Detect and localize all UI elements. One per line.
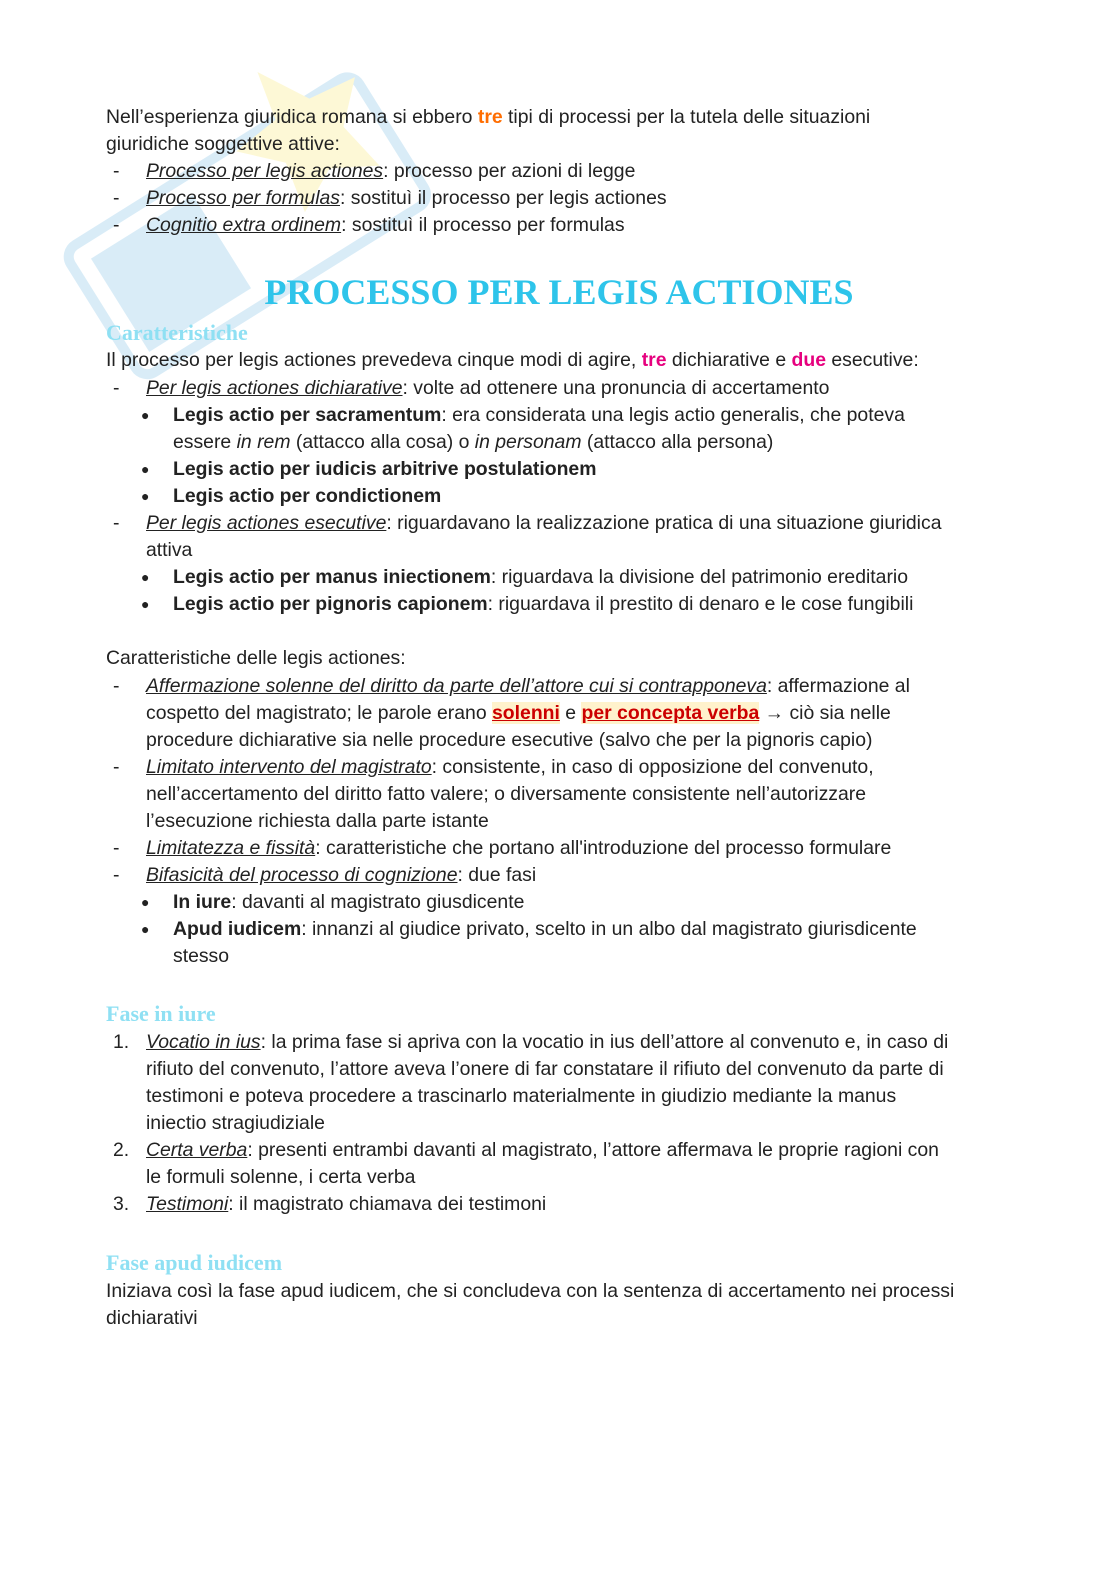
bullet-icon: ● — [141, 488, 150, 504]
apud-iudicem-item: Apud iudicem: innanzi al giudice privato, scelto in un albo dal magistrato giurisdicente — [173, 918, 917, 940]
in-iure-item: In iure: davanti al magistrato giusdicente — [173, 891, 525, 913]
certa-verba-item: Certa verba: presenti entrambi davanti al magistrato, l’attore affermava le proprie ragioni con — [146, 1139, 939, 1161]
vocatio-item: Vocatio in ius: la prima fase si apriva con la vocatio in ius dell’attore al convenuto e, in caso di — [146, 1031, 949, 1053]
affermazione-item: Affermazione solenne del diritto da parte dell’attore cui si contrapponeva: affermazione al — [146, 675, 910, 697]
sacramentum-item: Legis actio per sacramentum: era considerata una legis actio generalis, che poteva — [173, 404, 905, 426]
list-dash: - — [113, 675, 120, 697]
postulationem-item: Legis actio per iudicis arbitrive postulationem — [173, 458, 597, 480]
list-dash: - — [113, 756, 120, 778]
heading-caratteristiche: Caratteristiche — [106, 320, 248, 345]
condictionem-item: Legis actio per condictionem — [173, 485, 442, 507]
sacramentum-item-cont: essere in rem (attacco alla cosa) o in personam (attacco alla persona) — [173, 431, 774, 453]
pignoris-item: Legis actio per pignoris capionem: riguardava il prestito di denaro e le cose fungibili — [173, 593, 914, 615]
manus-item: Legis actio per manus iniectionem: riguardava la divisione del patrimonio ereditario — [173, 566, 909, 588]
intro-item-2: Processo per formulas: sostituì il processo per legis actiones — [146, 187, 667, 209]
heading-fase-in-iure: Fase in iure — [106, 1001, 216, 1026]
intro-item-3: Cognitio extra ordinem: sostituì il processo per formulas — [146, 214, 625, 236]
vocatio-item-cont: rifiuto del convenuto, l’attore aveva l’onere di far constatare il rifiuto del convenuto da parte di — [146, 1058, 944, 1080]
list-dash: - — [113, 837, 120, 859]
limitato-item: Limitato intervento del magistrato: consistente, in caso di opposizione del convenuto, — [146, 756, 874, 778]
fissita-item: Limitatezza e fissità: caratteristiche che portano all'introduzione del processo formulare — [146, 837, 892, 859]
apud-iudicem-item-cont: stesso — [173, 945, 230, 967]
list-dash: - — [113, 377, 120, 399]
list-number: 3. — [113, 1193, 130, 1215]
apud-paragraph-line-1: Iniziava così la fase apud iudicem, che si concludeva con la sentenza di accertamento nei processi — [106, 1280, 955, 1302]
list-dash: - — [113, 214, 120, 236]
list-dash: - — [113, 864, 120, 886]
vocatio-item-cont2: testimoni e poteva procedere a trascinarlo materialmente in giudizio mediante la manus — [146, 1085, 897, 1107]
affermazione-item-cont: cospetto del magistrato; le parole erano solenni e per concepta verba → ciò sia nelle — [146, 702, 891, 724]
list-dash: - — [113, 187, 120, 209]
bullet-icon: ● — [141, 461, 150, 477]
bullet-icon: ● — [141, 596, 150, 612]
intro-item-1: Processo per legis actiones: processo per azioni di legge — [146, 160, 636, 182]
esecutive-item: Per legis actiones esecutive: riguardavano la realizzazione pratica di una situazione giuridica — [146, 512, 942, 534]
heading-fase-apud-iudicem: Fase apud iudicem — [106, 1250, 283, 1275]
list-dash: - — [113, 512, 120, 534]
affermazione-item-cont2: procedure dichiarative sia nelle procedure esecutive (salvo che per la pignoris capio) — [146, 729, 873, 751]
bifasicita-item: Bifasicità del processo di cognizione: due fasi — [146, 864, 537, 886]
certa-verba-item-cont: le formuli solenne, i certa verba — [146, 1166, 416, 1188]
intro-line-1: Nell’esperienza giuridica romana si ebbero tre tipi di processi per la tutela delle situazioni — [106, 106, 871, 128]
list-number: 2. — [113, 1139, 130, 1161]
page-title: PROCESSO PER LEGIS ACTIONES — [264, 272, 854, 312]
bullet-icon: ● — [141, 894, 150, 910]
bullet-icon: ● — [141, 569, 150, 585]
esecutive-item-cont: attiva — [146, 539, 193, 561]
dichiarative-item: Per legis actiones dichiarative: volte ad ottenere una pronuncia di accertamento — [146, 377, 830, 399]
list-number: 1. — [113, 1031, 130, 1053]
apud-paragraph-line-2: dichiarativi — [106, 1307, 198, 1329]
caratt2-intro: Caratteristiche delle legis actiones: — [106, 647, 406, 669]
bullet-icon: ● — [141, 407, 150, 423]
limitato-item-cont: nell’accertamento del diritto fatto valere; o diversamente consistente nell’autorizzare — [146, 783, 866, 805]
list-dash: - — [113, 160, 120, 182]
intro-line-2: giuridiche soggettive attive: — [106, 133, 340, 155]
vocatio-item-cont3: iniectio stragiudiziale — [146, 1112, 325, 1134]
testimoni-item: Testimoni: il magistrato chiamava dei testimoni — [146, 1193, 547, 1215]
bullet-icon: ● — [141, 921, 150, 937]
limitato-item-cont2: l’esecuzione richiesta dalla parte istante — [146, 810, 489, 832]
caratt-line-1: Il processo per legis actiones prevedeva cinque modi di agire, tre dichiarative e due esecutive: — [106, 349, 919, 371]
